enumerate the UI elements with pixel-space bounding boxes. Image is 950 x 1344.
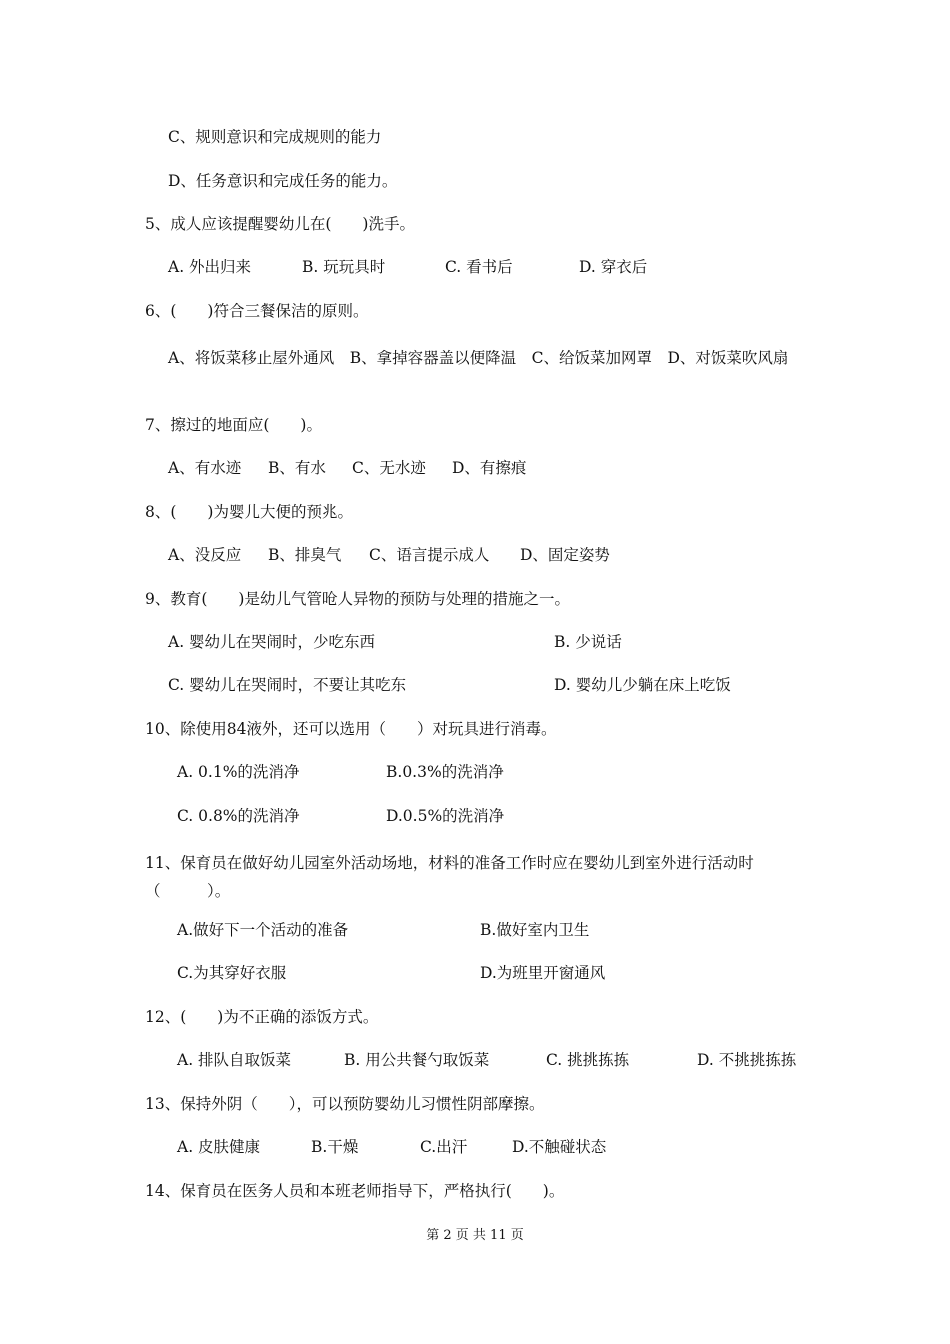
q9-option-b: B. 少说话 [554, 633, 622, 651]
q7-option-b: B、有水 [268, 459, 326, 477]
q5-option-c: C. 看书后 [445, 258, 513, 276]
q11-option-d: D.为班里开窗通风 [480, 964, 606, 982]
q5-option-a: A. 外出归来 [168, 258, 252, 276]
question-7: 7、擦过的地面应( )。 [145, 416, 322, 434]
q9-option-c: C. 婴幼儿在哭闹时，不要让其吃东 [168, 676, 407, 694]
q8-option-c: C、语言提示成人 [369, 546, 490, 564]
question-11: 11、保育员在做好幼儿园室外活动场地，材料的准备工作时应在婴幼儿到室外进行活动时（ ）。 [145, 854, 754, 900]
q7-option-d: D、有擦痕 [452, 459, 527, 477]
q9-option-d: D. 婴幼儿少躺在床上吃饭 [554, 676, 731, 694]
q8-option-d: D、固定姿势 [520, 546, 610, 564]
q12-option-c: C. 挑挑拣拣 [546, 1051, 630, 1069]
q5-option-b: B. 玩玩具时 [302, 258, 386, 276]
q11-option-b: B.做好室内卫生 [480, 921, 590, 939]
q11-option-a: A.做好下一个活动的准备 [177, 921, 349, 939]
question-6: 6、( )符合三餐保洁的原则。 [145, 302, 369, 320]
q12-option-b: B. 用公共餐勺取饭菜 [344, 1051, 490, 1069]
option-c-rules: C、规则意识和完成规则的能力 [168, 128, 382, 146]
question-12: 12、( )为不正确的添饭方式。 [145, 1008, 379, 1026]
q13-option-d: D.不触碰状态 [512, 1138, 607, 1156]
q6-options: A、将饭菜移止屋外通风 B、拿掉容器盖以便降温 C、给饭菜加网罩 D、对饭菜吹风扇 [168, 349, 789, 367]
q13-option-c: C.出汗 [420, 1138, 468, 1156]
page-footer: 第 2 页 共 11 页 [426, 1228, 524, 1243]
q10-option-b: B.0.3%的洗消净 [386, 763, 504, 781]
q8-option-b: B、排臭气 [268, 546, 342, 564]
question-14: 14、保育员在医务人员和本班老师指导下，严格执行( )。 [145, 1182, 565, 1200]
q7-option-a: A、有水迹 [168, 459, 242, 477]
q8-option-a: A、没反应 [168, 546, 242, 564]
q11-option-c: C.为其穿好衣服 [177, 964, 287, 982]
q10-option-d: D.0.5%的洗消净 [386, 807, 505, 825]
q10-option-c: C. 0.8%的洗消净 [177, 807, 300, 825]
q12-option-d: D. 不挑挑拣拣 [697, 1051, 797, 1069]
q10-option-a: A. 0.1%的洗消净 [177, 763, 300, 781]
question-8: 8、( )为婴儿大便的预兆。 [145, 503, 353, 521]
question-13: 13、保持外阴（ ），可以预防婴幼儿习惯性阴部摩擦。 [145, 1095, 545, 1113]
q12-option-a: A. 排队自取饭菜 [177, 1051, 292, 1069]
q9-option-a: A. 婴幼儿在哭闹时，少吃东西 [168, 633, 376, 651]
question-10: 10、除使用84液外，还可以选用（ ）对玩具进行消毒。 [145, 720, 557, 738]
option-d-tasks: D、任务意识和完成任务的能力。 [168, 172, 398, 190]
question-9: 9、教育( )是幼儿气管呛人异物的预防与处理的措施之一。 [145, 590, 570, 608]
question-5: 5、成人应该提醒婴幼儿在( )洗手。 [145, 215, 415, 233]
q5-option-d: D. 穿衣后 [579, 258, 648, 276]
q13-option-a: A. 皮肤健康 [177, 1138, 261, 1156]
q7-option-c: C、无水迹 [352, 459, 426, 477]
q13-option-b: B.干燥 [311, 1138, 359, 1156]
